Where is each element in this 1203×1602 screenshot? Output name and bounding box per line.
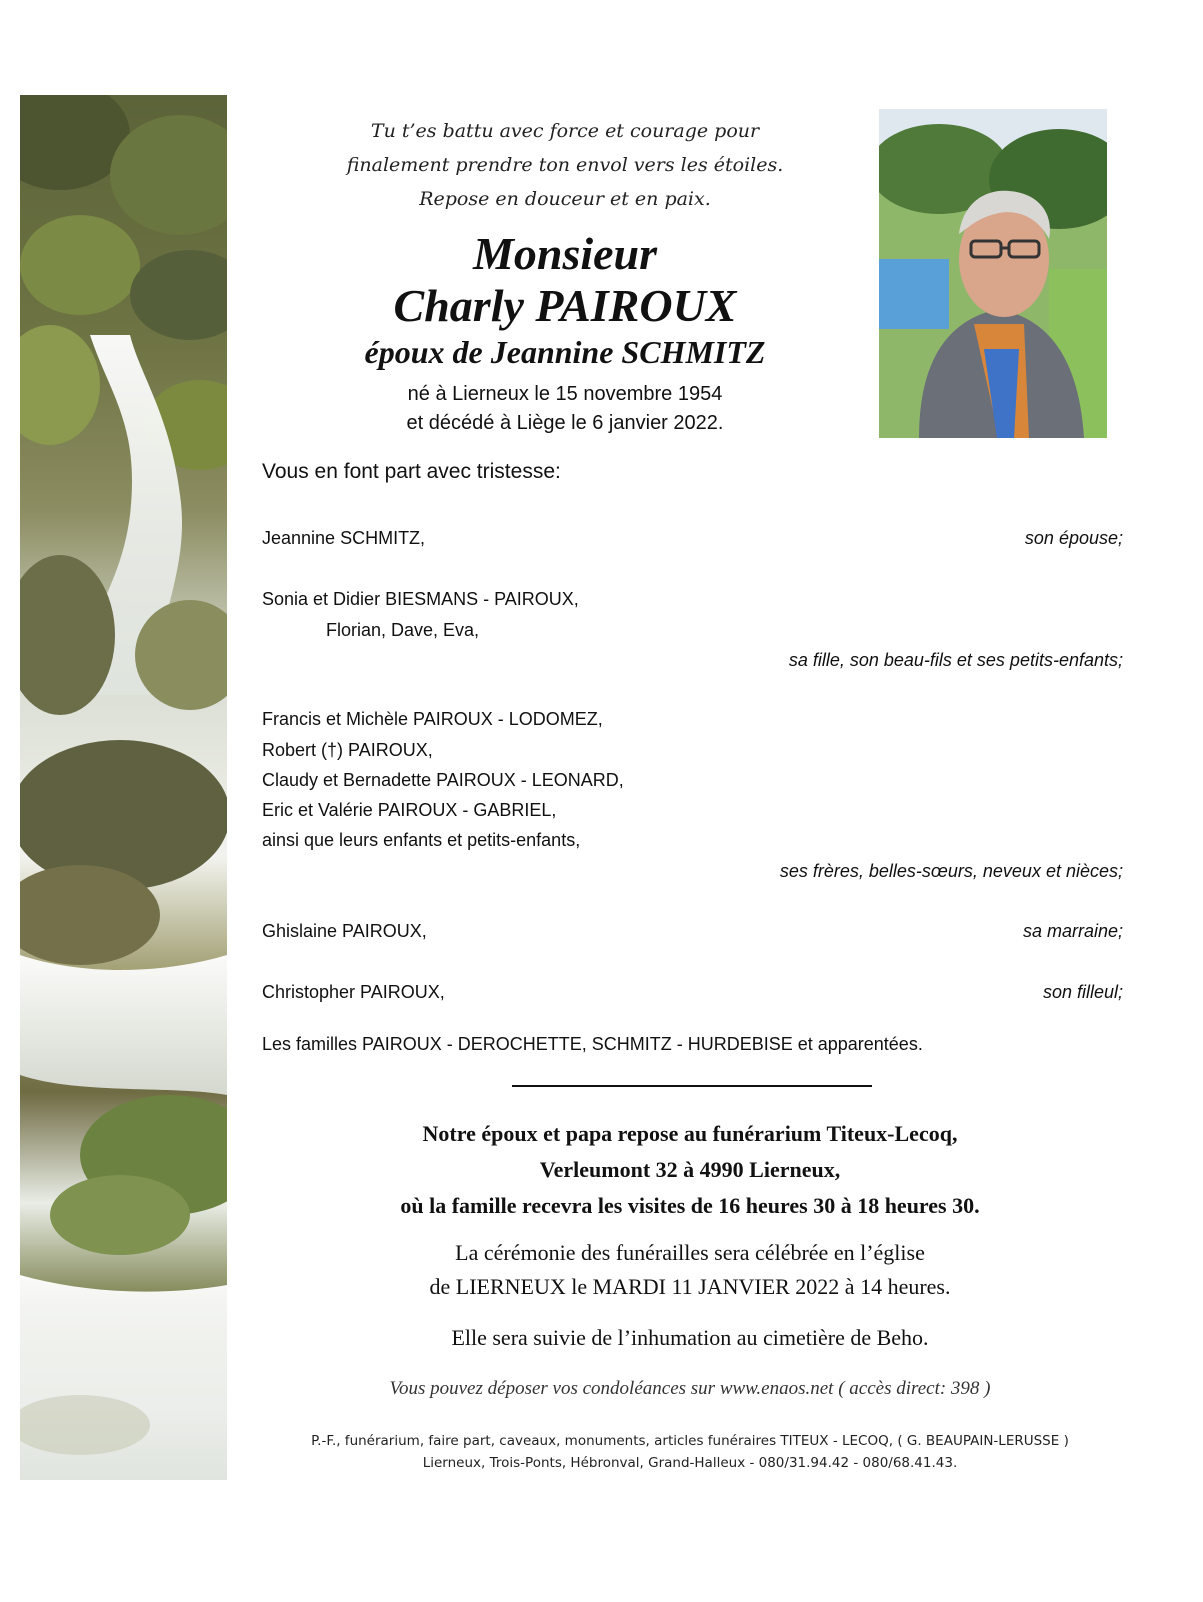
condolences-info: Vous pouvez déposer vos condoléances sur www.enaos.net ( accès direct: 398 ) bbox=[389, 1378, 991, 1399]
birth-line: né à Lierneux le 15 novembre 1954 bbox=[407, 383, 723, 405]
visitation-line: Notre époux et papa repose au funérarium Titeux-Lecoq, bbox=[422, 1121, 958, 1146]
death-line: et décédé à Liège le 6 janvier 2022. bbox=[406, 412, 724, 434]
deceased-name: Charly PAIROUX bbox=[393, 280, 737, 331]
visitation-line: Verleumont 32 à 4990 Lierneux, bbox=[539, 1157, 841, 1182]
spouse-name: Jeannine SCHMITZ, bbox=[262, 528, 426, 548]
grandchildren: Florian, Dave, Eva, bbox=[326, 620, 480, 640]
daughter-relation: sa fille, son beau-fils et ses petits-enfants; bbox=[788, 650, 1123, 670]
siblings-relation: ses frères, belles-sœurs, neveux et nièces; bbox=[779, 861, 1123, 881]
life-dates bbox=[330, 380, 800, 438]
spouse-relation: son épouse; bbox=[1024, 528, 1123, 548]
sibling-line: Robert (†) PAIROUX, bbox=[262, 740, 433, 760]
godson-name: Christopher PAIROUX, bbox=[262, 982, 445, 1002]
epitaph bbox=[330, 114, 800, 216]
visitation-info bbox=[260, 1116, 1120, 1224]
waterfall-image bbox=[20, 95, 227, 1480]
divider bbox=[512, 1085, 872, 1087]
epitaph-line: Repose en douceur et en paix. bbox=[419, 188, 711, 210]
sibling-line: Francis et Michèle PAIROUX - LODOMEZ, bbox=[262, 709, 603, 729]
footer-line: Lierneux, Trois-Ponts, Hébronval, Grand-Halleux - 080/31.94.42 - 080/68.41.43. bbox=[422, 1455, 958, 1471]
sibling-line: Claudy et Bernadette PAIROUX - LEONARD, bbox=[262, 770, 624, 790]
burial-info: Elle sera suivie de l’inhumation au cimetière de Beho. bbox=[451, 1325, 929, 1350]
epitaph-line: Tu t’es battu avec force et courage pour bbox=[370, 120, 760, 142]
godmother-relation: sa marraine; bbox=[1022, 921, 1123, 941]
daughter-name: Sonia et Didier BIESMANS - PAIROUX, bbox=[262, 589, 579, 609]
godmother-name: Ghislaine PAIROUX, bbox=[262, 921, 427, 941]
sibling-line: ainsi que leurs enfants et petits-enfants, bbox=[262, 830, 581, 850]
deceased-title: Monsieur bbox=[472, 228, 658, 279]
announcement: Vous en font part avec tristesse: bbox=[262, 460, 561, 483]
funeral-home-footer bbox=[240, 1430, 1140, 1474]
epitaph-line: finalement prendre ton envol vers les étoiles. bbox=[346, 154, 784, 176]
ceremony-info bbox=[260, 1236, 1120, 1304]
ceremony-line: La cérémonie des funérailles sera célébrée en l’église bbox=[455, 1240, 925, 1265]
deceased-name-block bbox=[300, 228, 830, 372]
deceased-spouse: époux de Jeannine SCHMITZ bbox=[364, 334, 766, 370]
visitation-line: où la famille recevra les visites de 16 heures 30 à 18 heures 30. bbox=[400, 1193, 980, 1218]
godson-relation: son filleul; bbox=[1042, 982, 1123, 1002]
sibling-line: Eric et Valérie PAIROUX - GABRIEL, bbox=[262, 800, 557, 820]
families-line: Les familles PAIROUX - DEROCHETTE, SCHMITZ - HURDEBISE et apparentées. bbox=[262, 1034, 923, 1054]
ceremony-line: de LIERNEUX le MARDI 11 JANVIER 2022 à 14 heures. bbox=[429, 1274, 951, 1299]
footer-line: P.-F., funérarium, faire part, caveaux, monuments, articles funéraires TITEUX - LECOQ, ( G. BEAUPAIN-LERUSSE ) bbox=[311, 1433, 1069, 1449]
portrait-photo bbox=[879, 109, 1107, 438]
